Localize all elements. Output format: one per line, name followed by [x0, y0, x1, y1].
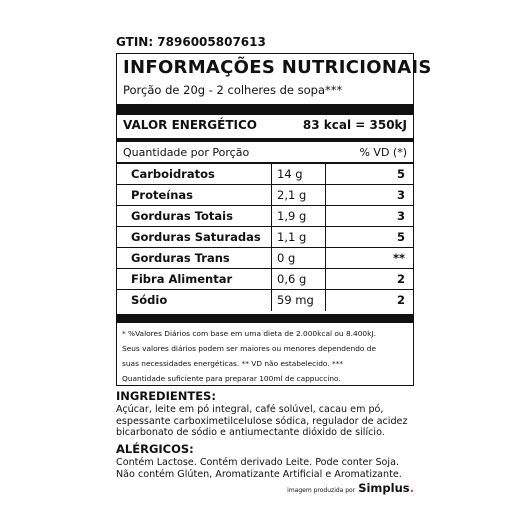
nutrient-name: Gorduras Saturadas — [131, 230, 261, 244]
nutrient-amount: 0,6 g — [277, 272, 307, 286]
footnote-line: Seus valores diários podem ser maiores ou menores dependendo de — [122, 344, 377, 353]
column-divider — [271, 206, 272, 226]
nutrient-vd: 3 — [396, 209, 405, 223]
nutrient-vd: 5 — [396, 167, 405, 181]
column-divider — [325, 290, 326, 311]
footnotes — [122, 326, 408, 386]
nutrient-amount: 2,1 g — [277, 188, 307, 202]
allergens-heading: ALÉRGICOS: — [116, 442, 194, 456]
nutrient-amount: 14 g — [277, 167, 303, 181]
column-divider — [325, 164, 326, 184]
bottom-divider — [117, 314, 413, 323]
brand-dot: . — [409, 481, 414, 495]
nutrient-vd: 2 — [396, 293, 405, 307]
nutrient-row — [117, 206, 413, 227]
quantity-header — [123, 146, 407, 159]
column-divider — [325, 248, 326, 268]
nutrient-name: Carboidratos — [131, 167, 215, 181]
column-divider — [271, 290, 272, 311]
credit-prefix: imagem produzida por — [287, 487, 356, 494]
nutrient-vd: 3 — [396, 188, 405, 202]
nutrient-vd: 2 — [396, 272, 405, 286]
nutrient-row — [117, 185, 413, 206]
ingredients-heading: INGREDIENTES: — [116, 389, 216, 403]
nutrient-amount: 59 mg — [277, 293, 314, 307]
thick-divider — [117, 104, 413, 115]
nutrient-row — [117, 290, 413, 311]
column-divider — [325, 185, 326, 205]
footnote-line: * %Valores Diários com base em uma dieta de 2.000kcal ou 8.400kJ. — [122, 329, 376, 338]
quantity-label: Quantidade por Porção — [123, 146, 250, 159]
footnote-line: suas necessidades energéticas. ** VD não estabelecido. *** — [122, 359, 344, 368]
nutrient-vd: 5 — [396, 230, 405, 244]
allergens-text: Contém Lactose. Contém derivado Leite. Pode conter Soja. Não contém Glúten, Aromatizante Artificial e Aromatizante. — [116, 457, 402, 480]
nutrient-row — [117, 248, 413, 269]
nutrient-name: Gorduras Totais — [131, 209, 233, 223]
nutrient-rows — [117, 164, 413, 311]
nutrient-amount: 1,9 g — [277, 209, 307, 223]
nutrient-amount: 1,1 g — [277, 230, 307, 244]
gtin-code: GTIN: 7896005807613 — [116, 35, 266, 49]
brand-logo — [358, 481, 414, 495]
nutrient-row — [117, 227, 413, 248]
column-divider — [271, 248, 272, 268]
portion-size: Porção de 20g - 2 colheres de sopa*** — [123, 83, 343, 97]
brand-name: Simplus — [358, 481, 410, 495]
column-divider — [325, 227, 326, 247]
footnote-line: Quantidade suficiente para preparar 100ml de cappuccino. — [122, 374, 341, 383]
nutrient-name: Proteínas — [131, 188, 194, 202]
column-divider — [271, 269, 272, 289]
vd-label: % VD (*) — [359, 146, 407, 159]
column-divider — [325, 269, 326, 289]
image-credit — [287, 481, 414, 495]
column-divider — [271, 227, 272, 247]
energy-label: VALOR ENERGÉTICO — [123, 118, 257, 132]
nutrient-name: Gorduras Trans — [131, 251, 230, 265]
nutrient-name: Fibra Alimentar — [131, 272, 233, 286]
column-divider — [325, 206, 326, 226]
nutrient-vd: ** — [392, 251, 405, 265]
nutrient-row — [117, 269, 413, 290]
energy-value: 83 kcal = 350kJ — [302, 118, 407, 132]
nutrient-name: Sódio — [131, 293, 168, 307]
energy-row — [123, 118, 407, 132]
medium-divider — [117, 138, 413, 142]
ingredients-text: Açúcar, leite em pó integral, café solúvel, cacau em pó, espessante carboximetilcelulose sódica, regulador de acidez bicarbonato de sódio e antiumectante dióxido de silício. — [116, 404, 408, 438]
nutrient-amount: 0 g — [277, 251, 296, 265]
column-divider — [271, 185, 272, 205]
nutrient-row — [117, 164, 413, 185]
panel-title: INFORMAÇÕES NUTRICIONAIS — [123, 57, 432, 78]
nutrition-facts-panel — [116, 53, 432, 386]
column-divider — [271, 164, 272, 184]
